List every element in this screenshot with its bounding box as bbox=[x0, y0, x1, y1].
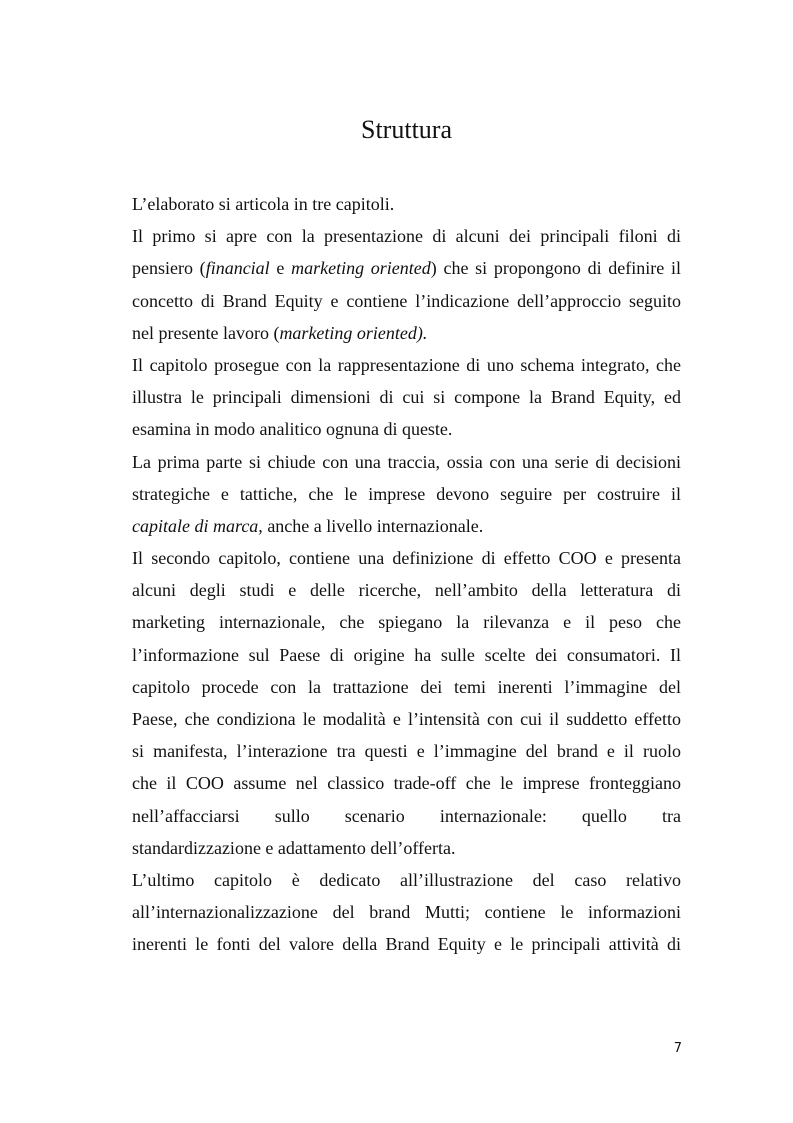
text-run: inerenti le fonti del valore della Brand Equity e le principali attività di bbox=[132, 934, 681, 955]
text-run: Paese, che condiziona le modalità e l’intensità con cui il suddetto effetto bbox=[132, 709, 681, 729]
text-run: anche a livello internazionale. bbox=[262, 515, 484, 536]
text-run: esamina in modo analitico ognuna di queste. bbox=[132, 419, 453, 440]
text-line bbox=[132, 413, 681, 445]
text-line bbox=[132, 896, 681, 928]
text-line bbox=[132, 606, 681, 638]
text-run: Il secondo capitolo, contiene una definizione di effetto COO e presenta bbox=[132, 548, 681, 569]
text-run: standardizzazione e adattamento dell’offerta. bbox=[132, 837, 456, 858]
text-run: ) che si propongono di definire il bbox=[430, 258, 681, 279]
text-run: all’internazionalizzazione del brand Mutti; contiene le informazioni bbox=[132, 902, 681, 923]
text-line bbox=[132, 446, 681, 478]
text-line bbox=[132, 381, 681, 413]
text-line bbox=[132, 864, 681, 896]
text-run: strategiche e tattiche, che le imprese devono seguire per costruire il bbox=[132, 483, 681, 504]
text-line bbox=[132, 510, 681, 542]
text-line bbox=[132, 188, 681, 220]
text-run: L’elaborato si articola in tre capitoli. bbox=[132, 194, 395, 214]
text-line bbox=[132, 639, 681, 671]
body-text bbox=[132, 188, 681, 961]
text-run: che il COO assume nel classico trade-off che le imprese fronteggiano bbox=[132, 773, 681, 794]
text-run: illustra le principali dimensioni di cui si compone la Brand Equity, ed bbox=[132, 387, 681, 408]
text-run: alcuni degli studi e delle ricerche, nell’ambito della letteratura di bbox=[132, 580, 681, 601]
text-line bbox=[132, 220, 681, 252]
text-run: capitolo procede con la trattazione dei temi inerenti l’immagine del bbox=[132, 676, 681, 697]
text-line bbox=[132, 349, 681, 381]
text-line bbox=[132, 800, 681, 832]
text-run: pensiero ( bbox=[132, 258, 206, 279]
text-run: e bbox=[269, 258, 292, 279]
text-run: concetto di Brand Equity e contiene l’indicazione dell’approccio seguito bbox=[132, 290, 681, 311]
text-line bbox=[132, 542, 681, 574]
text-line bbox=[132, 574, 681, 606]
text-run: Il capitolo prosegue con la rappresentazione di uno schema integrato, che bbox=[132, 354, 681, 375]
text-run: La prima parte si chiude con una traccia, ossia con una serie di decisioni bbox=[132, 451, 681, 472]
text-line bbox=[132, 478, 681, 510]
text-line bbox=[132, 832, 681, 864]
text-line bbox=[132, 671, 681, 703]
text-run: si manifesta, l’interazione tra questi e l’immagine del brand e il ruolo bbox=[132, 741, 681, 762]
text-line bbox=[132, 285, 681, 317]
italic-text: marketing oriented bbox=[291, 258, 431, 279]
text-run: Il primo si apre con la presentazione di alcuni dei principali filoni di bbox=[132, 226, 681, 247]
text-line bbox=[132, 317, 681, 349]
text-line bbox=[132, 735, 681, 767]
italic-text: capitale di marca, bbox=[132, 515, 263, 536]
text-run: nell’affacciarsi sullo scenario internazionale: quello tra bbox=[132, 805, 681, 826]
text-run: L’ultimo capitolo è dedicato all’illustrazione del caso relativo bbox=[132, 869, 681, 890]
text-run: nel presente lavoro ( bbox=[132, 322, 280, 343]
text-line bbox=[132, 703, 681, 735]
text-run: l’informazione sul Paese di origine ha sulle scelte dei consumatori. Il bbox=[132, 644, 681, 665]
italic-text: marketing oriented). bbox=[279, 322, 428, 343]
text-line bbox=[132, 928, 681, 960]
text-run: marketing internazionale, che spiegano la rilevanza e il peso che bbox=[132, 612, 681, 633]
page-number: 7 bbox=[673, 1041, 682, 1056]
page-title: Struttura bbox=[361, 115, 452, 144]
text-line bbox=[132, 252, 681, 284]
text-line bbox=[132, 767, 681, 799]
italic-text: financial bbox=[205, 258, 270, 279]
